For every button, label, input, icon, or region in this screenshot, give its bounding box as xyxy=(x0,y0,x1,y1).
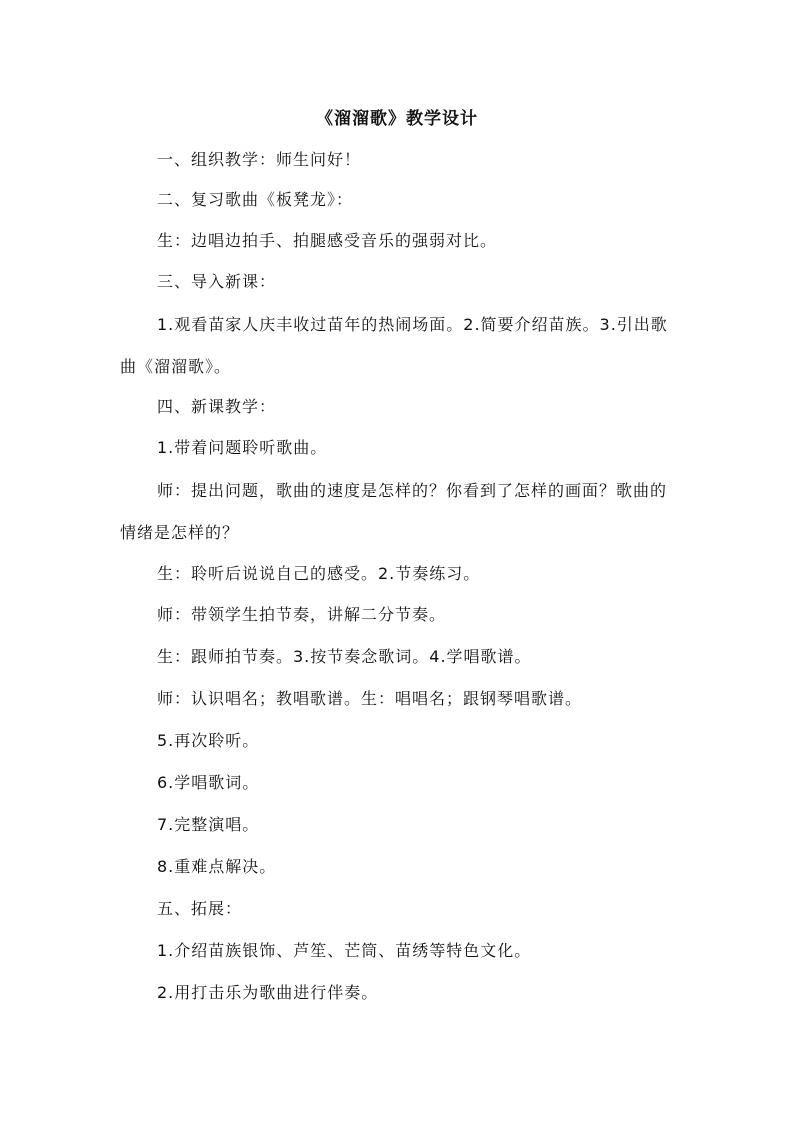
paragraph-teacher-solfege: 师：认识唱名；教唱歌谱。生：唱唱名；跟钢琴唱歌谱。 xyxy=(157,689,583,708)
list-item-8: 8.重难点解决。 xyxy=(157,857,277,876)
list-item-5: 5.再次聆听。 xyxy=(157,731,260,750)
paragraph-teacher-questions: 师：提出问题，歌曲的速度是怎样的？你看到了怎样的画面？歌曲的情绪是怎样的？ xyxy=(120,481,668,542)
extension-item-2: 2.用打击乐为歌曲进行伴奏。 xyxy=(157,983,379,1002)
document-title: 《溜溜歌》教学设计 xyxy=(316,109,478,129)
paragraph-student-feel: 生：聆听后说说自己的感受。2.节奏练习。 xyxy=(157,564,481,583)
section-5-heading: 五、拓展： xyxy=(157,899,243,918)
section-1-heading: 一、组织教学：师生问好！ xyxy=(157,150,362,169)
paragraph-review: 生：边唱边拍手、拍腿感受音乐的强弱对比。 xyxy=(157,231,498,250)
section-4-heading: 四、新课教学： xyxy=(157,397,277,416)
paragraph-student-rhythm: 生：跟师拍节奏。3.按节奏念歌词。4.学唱歌谱。 xyxy=(157,647,532,666)
paragraph-intro: 1.观看苗家人庆丰收过苗年的热闹场面。2.简要介绍苗族。3.引出歌曲《溜溜歌》。 xyxy=(120,315,668,376)
section-2-heading: 二、复习歌曲《板凳龙》： xyxy=(157,190,354,209)
list-item-1: 1.带着问题聆听歌曲。 xyxy=(157,438,328,457)
extension-item-1: 1.介绍苗族银饰、芦笙、芒筒、苗绣等特色文化。 xyxy=(157,941,532,960)
paragraph-teacher-rhythm: 师：带领学生拍节奏，讲解二分节奏。 xyxy=(157,605,447,624)
section-3-heading: 三、导入新课： xyxy=(157,272,277,291)
list-item-7: 7.完整演唱。 xyxy=(157,815,260,834)
list-item-6: 6.学唱歌词。 xyxy=(157,773,260,792)
